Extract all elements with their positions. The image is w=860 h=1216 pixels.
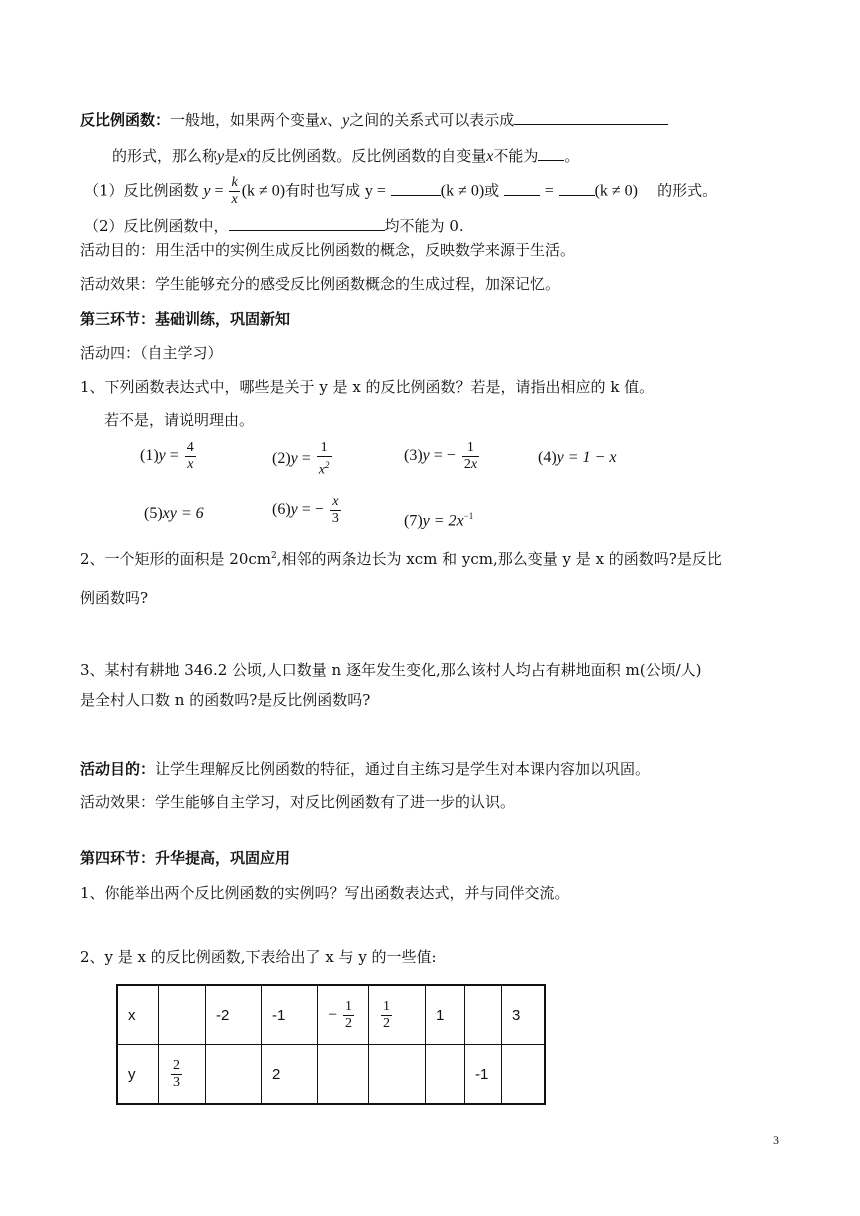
definition-line-2: 的形式，那么称y是x的反比例函数。反比例函数的自变量x不能为 。 bbox=[112, 147, 580, 165]
section-4-heading: 第四环节：升华提高，巩固应用 bbox=[80, 849, 291, 867]
table-cell: x bbox=[117, 985, 159, 1045]
activity-effect-1: 活动效果：学生能够充分的感受反比例函数概念的生成过程，加深记忆。 bbox=[80, 275, 561, 293]
activity-effect-2: 活动效果：学生能够自主学习，对反比例函数有了进一步的认识。 bbox=[80, 793, 516, 811]
answer-blank[interactable] bbox=[559, 181, 595, 196]
table-cell: 2 bbox=[262, 1045, 318, 1105]
table-cell[interactable] bbox=[206, 1045, 262, 1105]
expr-6: (6)y = − $\frac{x}{3}$ bbox=[272, 494, 339, 526]
table-cell[interactable] bbox=[426, 1045, 465, 1105]
table-cell: 1 bbox=[426, 985, 465, 1045]
xy-values-table bbox=[116, 984, 546, 1105]
activity-purpose-2: 活动目的：让学生理解反比例函数的特征，通过自主练习是学生对本课内容加以巩固。 bbox=[80, 760, 651, 778]
table-cell: y bbox=[117, 1045, 159, 1105]
question-1: 1、下列函数表达式中，哪些是关于 y 是 x 的反比例函数？若是，请指出相应的 k 值。 bbox=[80, 378, 655, 396]
answer-blank[interactable] bbox=[538, 146, 564, 161]
table-cell[interactable] bbox=[502, 1045, 546, 1105]
section-4-question-1: 1、你能举出两个反比例函数的实例吗？写出函数表达式，并与同伴交流。 bbox=[80, 884, 570, 902]
table-cell[interactable] bbox=[369, 1045, 426, 1105]
table-cell: 3 bbox=[502, 985, 546, 1045]
definition-title: 反比例函数： bbox=[80, 111, 171, 129]
question-2-cont: 例函数吗? bbox=[80, 589, 149, 607]
expr-5: (5)xy = 6 bbox=[144, 505, 204, 522]
definition-line-1: 反比例函数：一般地，如果两个变量x、y之间的关系式可以表示成 bbox=[80, 110, 668, 131]
answer-blank[interactable] bbox=[229, 216, 385, 231]
table-cell: $\frac{2}{3}$ bbox=[159, 1045, 206, 1105]
expr-3: (3)y = − $\frac{1}{2x}$ bbox=[404, 440, 478, 472]
answer-blank[interactable] bbox=[514, 110, 668, 125]
section-4-question-2: 2、y 是 x 的反比例函数,下表给出了 x 与 y 的一些值: bbox=[80, 948, 437, 966]
table-cell: − $\frac{1}{2}$ bbox=[318, 985, 369, 1045]
note-2: （2）反比例函数中， 均不能为 0. bbox=[84, 217, 464, 235]
section-3-heading: 第三环节：基础训练，巩固新知 bbox=[80, 310, 291, 328]
question-3-cont: 是全村人口数 n 的函数吗?是反比例函数吗? bbox=[80, 691, 371, 709]
note-1: （1）反比例函数 y = $\frac{k}{x}$ (k ≠ 0)有时也写成 y = (k ≠ 0)或 = (k ≠ 0) 的形式。 bbox=[84, 175, 718, 207]
question-2: 2、一个矩形的面积是 $20cm^2$,相邻的两条边长为 xcm 和 ycm,那么变量 y 是 x 的函数吗?是反比 bbox=[80, 550, 722, 568]
answer-blank[interactable] bbox=[391, 181, 441, 196]
table-cell: -2 bbox=[206, 985, 262, 1045]
answer-blank[interactable] bbox=[504, 181, 540, 196]
table-cell: $\frac{1}{2}$ bbox=[369, 985, 426, 1045]
question-3: 3、某村有耕地 346.2 公顷,人口数量 n 逐年发生变化,那么该村人均占有耕地面积 m(公顷/人) bbox=[80, 661, 702, 679]
expr-4: (4)y = 1 − x bbox=[538, 449, 617, 466]
table-row-y bbox=[117, 1045, 545, 1105]
table-row-x bbox=[117, 985, 545, 1045]
activity-4-label: 活动四：（自主学习） bbox=[80, 344, 223, 362]
table-cell[interactable] bbox=[465, 985, 502, 1045]
activity-purpose-1: 活动目的：用生活中的实例生成反比例函数的概念，反映数学来源于生活。 bbox=[80, 241, 576, 259]
table-cell[interactable] bbox=[159, 985, 206, 1045]
table-cell: -1 bbox=[465, 1045, 502, 1105]
table-cell: -1 bbox=[262, 985, 318, 1045]
table-cell[interactable] bbox=[318, 1045, 369, 1105]
expr-1: (1)y = $\frac{4}{x}$ bbox=[140, 440, 194, 472]
question-1-cont: 若不是，请说明理由。 bbox=[104, 411, 255, 429]
expr-7: $(7)y = 2x^{-1}$ bbox=[404, 511, 474, 530]
expr-2: (2)y = $\frac{1}{x^2}$ bbox=[272, 440, 330, 478]
page-number: 3 bbox=[773, 1133, 779, 1147]
